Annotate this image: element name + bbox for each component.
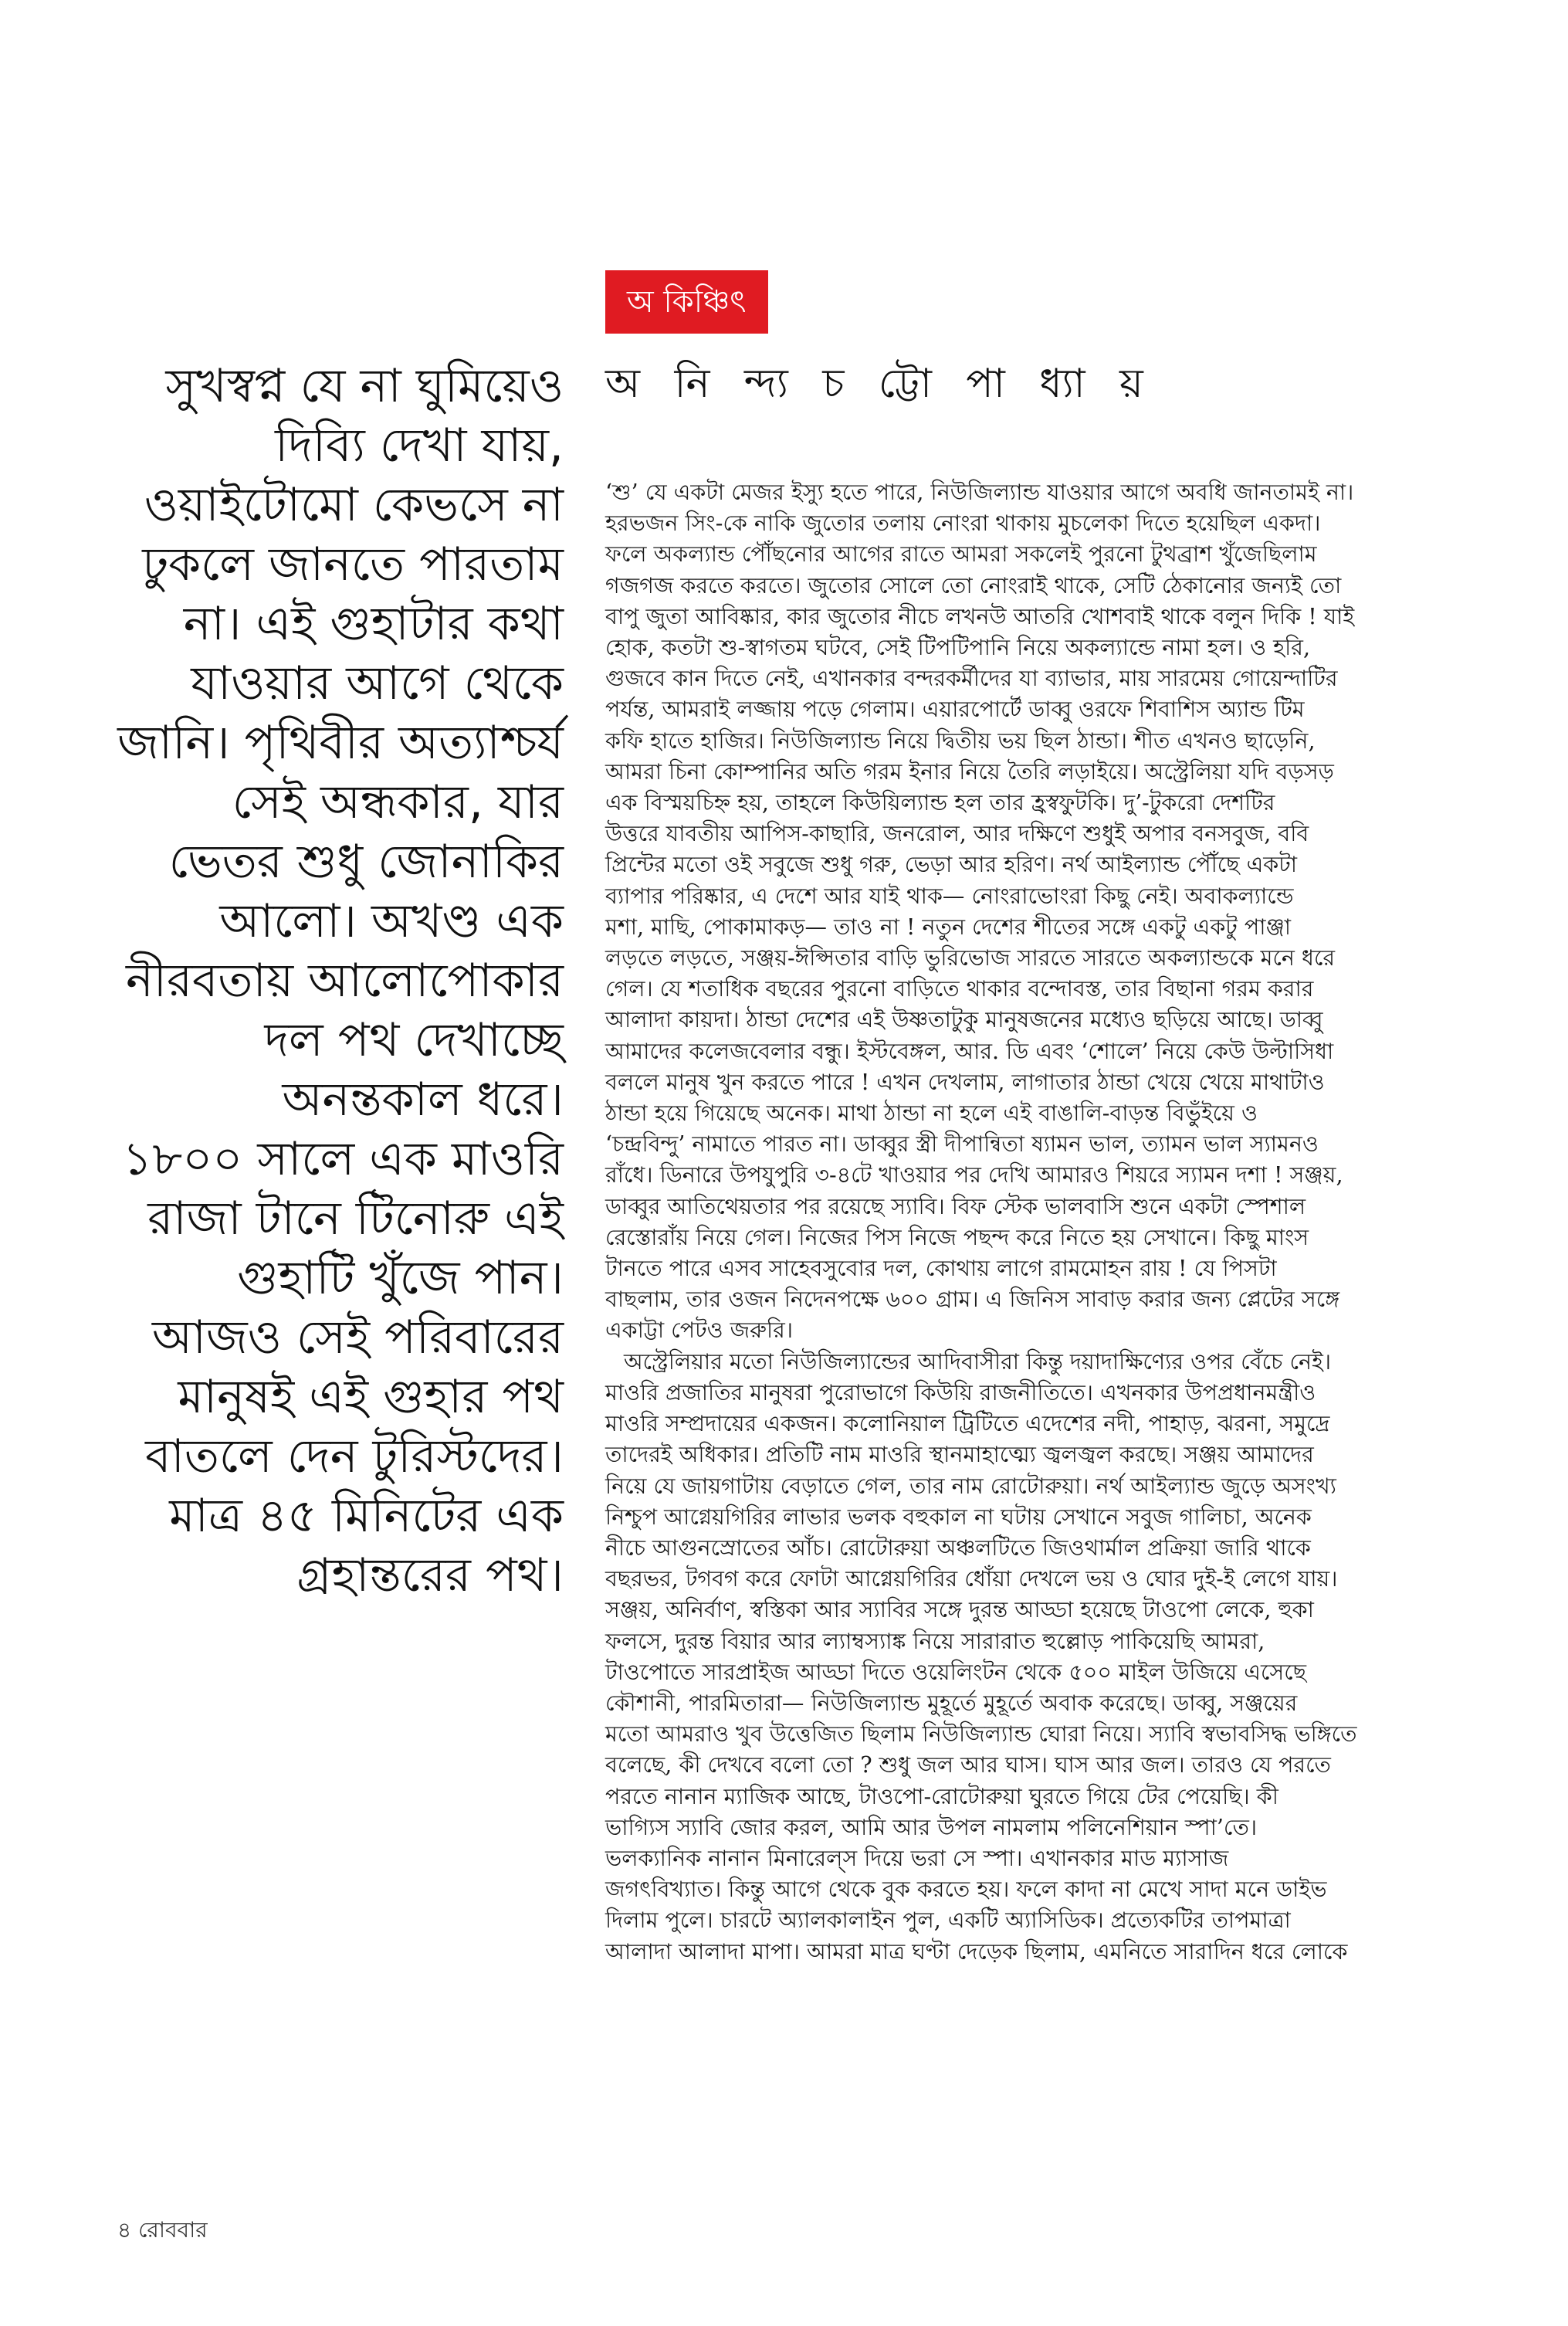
body-line: পরতে নানান ম্যাজিক আছে, টাওপো-রোটোরুয়া ঘুরতে গিয়ে টের পেয়েছি। কী	[605, 1783, 1278, 1809]
body-line: তাদেরই অধিকার। প্রতিটি নাম মাওরি স্থানমাহাত্ম্যে জ্বলজ্বল করছে। সঞ্জয় আমাদের	[605, 1442, 1314, 1468]
body-line: রাঁধে। ডিনারে উপযুপুরি ৩-৪টে খাওয়ার পর দেখি আমারও শিয়রে স্যামন দশা ! সঞ্জয়,	[605, 1162, 1343, 1188]
pull-quote-line: মাত্র ৪৫ মিনিটের এক	[169, 1489, 564, 1543]
body-line: টানতে পারে এসব সাহেবসুবোর দল, কোথায় লাগে রামমোহন রায় ! যে পিসটা	[605, 1256, 1277, 1282]
pull-quote-line: দিব্যি দেখা যায়,	[275, 419, 564, 473]
pull-quote-line: বাতলে দেন টুরিস্টদের।	[145, 1429, 564, 1483]
pull-quote-line: ভেতর শুধু জোনাকির	[168, 835, 564, 889]
pull-quote-line: রাজা টানে টিনোরু এই	[147, 1192, 564, 1246]
pull-quote-line: জানি। পৃথিবীর অত্যাশ্চর্য	[117, 716, 564, 770]
body-line: বাপু জুতা আবিষ্কার, কার জুতোর নীচে লখনউ আতরি খোশবাই থাকে বলুন দিকি ! যাই	[605, 603, 1355, 629]
body-line: আলাদা কায়দা। ঠান্ডা দেশের এই উষ্ণতাটুকু মানুষজনের মধ্যেও ছড়িয়ে আছে। ডাব্বু	[605, 1007, 1323, 1033]
pull-quote-line: মানুষই এই গুহার পথ	[178, 1370, 564, 1424]
pull-quote-line: গুহাটি খুঁজে পান।	[237, 1251, 564, 1305]
body-line: আমরা চিনা কোম্পানির অতি গরম ইনার নিয়ে তৈরি লড়াইয়ে। অস্ট্রেলিয়া যদি বড়সড়	[605, 758, 1334, 785]
body-line: ‘চন্দ্রবিন্দু’ নামাতে পারত না। ডাব্বুর স্ত্রী দীপান্বিতা ষ্যামন ভাল, ত্যামন ভাল স্যামনও	[605, 1131, 1319, 1158]
body-line: বলেছে, কী দেখবে বলো তো ? শুধু জল আর ঘাস। ঘাস আর জল। তারও যে পরতে	[605, 1752, 1331, 1778]
body-line: রেস্তোরাঁয় নিয়ে গেল। নিজের পিস নিজে পছন্দ করে নিতে হয় সেখানে। কিছু মাংস	[605, 1224, 1309, 1250]
body-line: একাট্টা পেটও জরুরি।	[605, 1317, 794, 1344]
body-line: মাওরি প্রজাতির মানুষরা পুরোভাগে কিউয়ি রাজনীতিতে। এখনকার উপপ্রধানমন্ত্রীও	[605, 1379, 1316, 1405]
body-line: মতো আমরাও খুব উত্তেজিত ছিলাম নিউজিল্যান্ড ঘোরা নিয়ে। স্যাবি স্বভাবসিদ্ধ ভঙ্গিতে	[605, 1721, 1357, 1748]
pull-quote-line: গ্রহান্তরের পথ।	[296, 1548, 564, 1602]
body-line: পর্যন্ত, আমরাই লজ্জায় পড়ে গেলাম। এয়ারপোর্টে ডাব্বু ওরফে শিবাশিস অ্যান্ড টিম	[605, 697, 1305, 723]
body-line: জগৎবিখ্যাত। কিন্তু আগে থেকে বুক করতে হয়। ফলে কাদা না মেখে সাদা মনে ডাইভ	[605, 1877, 1327, 1903]
body-line: ডাব্বুর আতিথেয়তার পর রয়েছে স্যাবি। বিফ স্টেক ভালবাসি শুনে একটা স্পেশাল	[605, 1193, 1306, 1219]
body-line: এক বিস্ময়চিহ্ন হয়, তাহলে কিউয়িল্যান্ড হল তার হ্রস্বফুটকি। দু’-টুকরো দেশটির	[605, 790, 1275, 816]
body-line: প্রিন্টের মতো ওই সবুজে শুধু গরু, ভেড়া আর হরিণ। নর্থ আইল্যান্ড পৌঁছে একটা	[605, 852, 1297, 878]
section-tag: অ কিঞ্চিৎ	[605, 270, 768, 334]
body-line: ফলে অকল্যান্ড পৌঁছনোর আগের রাতে আমরা সকলেই পুরনো টুথব্রাশ খুঁজেছিলাম	[605, 541, 1317, 568]
author-byline: অ নি ন্দ্য চ ট্টো পা ধ্যা য়	[605, 361, 1154, 407]
body-line: সঞ্জয়, অনির্বাণ, স্বস্তিকা আর স্যাবির সঙ্গে দুরন্ত আড্ডা হয়েছে টাওপো লেকে, হুকা	[605, 1597, 1314, 1623]
pull-quote-line: সেই অন্ধকার, যার	[232, 775, 564, 829]
pull-quote-line: না। এই গুহাটার কথা	[183, 597, 564, 651]
body-line: নিশ্চুপ আগ্নেয়গিরির লাভার ভলক বহুকাল না ঘটায় সেখানে সবুজ গালিচা, অনেক	[605, 1504, 1312, 1530]
body-line: ‘শু’ যে একটা মেজর ইস্যু হতে পারে, নিউজিল্যান্ড যাওয়ার আগে অবধি জানতামই না।	[605, 480, 1354, 505]
body-line: আলাদা আলাদা মাপা। আমরা মাত্র ঘণ্টা দেড়েক ছিলাম, এমনিতে সারাদিন ধরে লোকে	[605, 1938, 1348, 1965]
body-line: ঠান্ডা হয়ে গিয়েছে অনেক। মাথা ঠান্ডা না হলে এই বাঙালি-বাড়ন্ত বিভুঁইয়ে ও	[605, 1100, 1258, 1127]
body-line: ভাগ্যিস স্যাবি জোর করল, আমি আর উপল নামলাম পলিনেশিয়ান স্পা’তে।	[605, 1814, 1258, 1840]
body-line: হরভজন সিং-কে নাকি জুতোর তলায় নোংরা থাকায় মুচলেকা দিতে হয়েছিল একদা।	[605, 510, 1321, 537]
body-line: লড়তে লড়তে, সঞ্জয়-ঈপ্সিতার বাড়ি ভুরিভোজ সারতে সারতে অকল্যান্ডকে মনে ধরে	[605, 945, 1336, 971]
body-line: বললে মানুষ খুন করতে পারে ! এখন দেখলাম, লাগাতার ঠান্ডা খেয়ে খেয়ে মাথাটাও	[605, 1069, 1325, 1095]
article-body	[605, 477, 1431, 1968]
body-line: মাওরি সম্প্রদায়ের একজন। কলোনিয়াল ট্রিটিতে এদেশের নদী, পাহাড়, ঝরনা, সমুদ্রে	[605, 1411, 1330, 1437]
body-line: নীচে আগুনস্রোতের আঁচ। রোটোরুয়া অঞ্চলটিতে জিওথার্মাল প্রক্রিয়া জারি থাকে	[605, 1534, 1311, 1561]
body-line: মশা, মাছি, পোকামাকড়— তাও না ! নতুন দেশের শীতের সঙ্গে একটু একটু পাঞ্জা	[605, 914, 1292, 940]
pull-quote-line: যাওয়ার আগে থেকে	[191, 656, 564, 710]
pull-quote	[116, 357, 564, 1605]
body-line: ফলসে, দুরন্ত বিয়ার আর ল্যাম্বস্যাঙ্ক নিয়ে সারারাত হুল্লোড় পাকিয়েছি আমরা,	[605, 1628, 1265, 1654]
body-line: বছরভর, টগবগ করে ফোটা আগ্নেয়গিরির ধোঁয়া দেখলে ভয় ও ঘোর দুই-ই লেগে যায়।	[605, 1566, 1338, 1592]
pull-quote-line: ঢুকলে জানতে পারতাম	[142, 537, 564, 592]
body-line: দিলাম পুলে। চারটে অ্যালকালাইন পুল, একটি অ্যাসিডিক। প্রত্যেকটির তাপমাত্রা	[605, 1907, 1291, 1934]
body-line: হোক, কতটা শু-স্বাগতম ঘটবে, সেই টিপটিপানি নিয়ে অকল্যান্ডে নামা হল। ও হরি,	[605, 635, 1311, 661]
pull-quote-line: নীরবতায় আলোপোকার	[125, 954, 564, 1008]
pull-quote-line: আলো। অখণ্ড এক	[219, 894, 564, 948]
body-line: কফি হাতে হাজির। নিউজিল্যান্ড নিয়ে দ্বিতীয় ভয় ছিল ঠান্ডা। শীত এখনও ছাড়েনি,	[605, 727, 1316, 754]
pull-quote-line: ১৮০০ সালে এক মাওরি	[122, 1132, 564, 1186]
pull-quote-line: আজও সেই পরিবারের	[152, 1310, 564, 1365]
body-line: গুজবে কান দিতে নেই, এখানকার বন্দরকর্মীদের যা ব্যাভার, মায় সারমেয় গোয়েন্দাটির	[605, 666, 1338, 692]
pull-quote-line: সুখস্বপ্ন যে না ঘুমিয়েও	[165, 359, 564, 413]
body-line: উত্তরে যাবতীয় আপিস-কাছারি, জনরোল, আর দক্ষিণে শুধুই অপার বনসবুজ, ববি	[605, 821, 1309, 847]
pull-quote-line: দল পথ দেখাচ্ছে	[264, 1013, 564, 1067]
body-line: টাওপোতে সারপ্রাইজ আড্ডা দিতে ওয়েলিংটন থেকে ৫০০ মাইল উজিয়ে এসেছে	[605, 1659, 1306, 1685]
body-line: নিয়ে যে জায়গাটায় বেড়াতে গেল, তার নাম রোটোরুয়া। নর্থ আইল্যান্ড জুড়ে অসংখ্য	[605, 1473, 1336, 1499]
pull-quote-line: ওয়াইটোমো কেভসে না	[144, 478, 564, 532]
body-line: কৌশানী, পারমিতারা— নিউজিল্যান্ড মুহূর্তে মুহূর্তে অবাক করেছে। ডাব্বু, সঞ্জয়ের	[605, 1690, 1298, 1716]
body-line: আমাদের কলেজবেলার বন্ধু। ইস্টবেঙ্গল, আর. ডি এবং ‘শোলে’ নিয়ে কেউ উল্টাসিধা	[605, 1038, 1334, 1064]
body-line: বাছলাম, তার ওজন নিদেনপক্ষে ৬০০ গ্রাম। এ জিনিস সাবাড় করার জন্য প্লেটের সঙ্গে	[605, 1287, 1340, 1313]
page-folio: ৪ রোববার	[117, 2217, 208, 2243]
body-line: গজগজ করতে করতে। জুতোর সোলে তো নোংরাই থাকে, সেটি ঠেকানোর জন্যই তো	[605, 572, 1342, 598]
body-line: ভলক্যানিক নানান মিনারেল্‌স দিয়ে ভরা সে স্পা। এখানকার মাড ম্যাসাজ	[605, 1845, 1229, 1871]
body-line: গেল। যে শতাধিক বছরের পুরনো বাড়িতে থাকার বন্দোবস্ত, তার বিছানা গরম করার	[605, 976, 1314, 1002]
pull-quote-line: অনন্তকাল ধরে।	[282, 1073, 564, 1127]
body-line: ব্যাপার পরিষ্কার, এ দেশে আর যাই থাক— নোংরাভোংরা কিছু নেই। অবাকল্যান্ডে	[605, 883, 1294, 909]
body-line: অস্ট্রেলিয়ার মতো নিউজিল্যান্ডের আদিবাসীরা কিন্তু দয়াদাক্ষিণ্যের ওপর বেঁচে নেই।	[624, 1348, 1332, 1375]
